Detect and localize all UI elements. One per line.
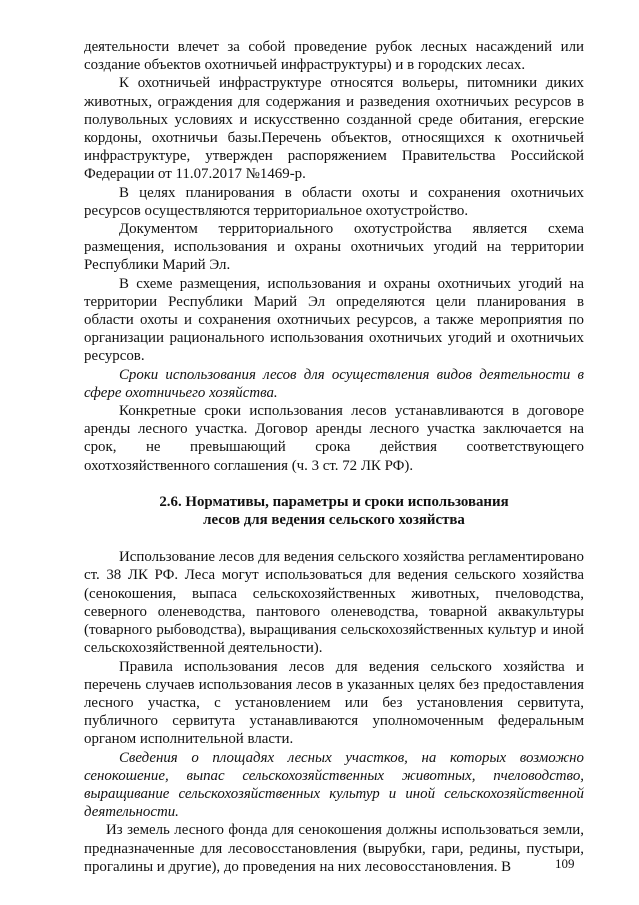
- page-number: 109: [555, 856, 575, 871]
- paragraph: В целях планирования в области охоты и сохранения охотничьих ресурсов осуществляются территориальное охотустройство.: [84, 184, 584, 219]
- section-heading: [84, 493, 584, 529]
- paragraph: Из земель лесного фонда для сенокошения должны использоваться земли, предназначенные для лесовосстановления (вырубки, гари, редины, пустыри, прогалины и другие), до проведения на них лесовосстановления. В: [84, 822, 584, 875]
- paragraph: В схеме размещения, использования и охраны охотничьих угодий на территории Республики Марий Эл определяются цели планирования в области охоты и сохранения охотничьих ресурсов, а также мероприятия по организации рационального использования охотничьих угодий и охотничьих ресурсов.: [84, 275, 584, 365]
- paragraph: Сроки использования лесов для осуществления видов деятельности в сфере охотничьего хозяйства.: [84, 366, 584, 401]
- paragraph: Документом территориального охотустройства является схема размещения, использования и охраны охотничьих угодий на территории Республики Марий Эл.: [84, 221, 584, 274]
- section-text-before: [84, 38, 584, 475]
- paragraph: Правила использования лесов для ведения сельского хозяйства и перечень случаев использования лесов в указанных целях без предоставления лесного участка, с установлением или без установления сервитута, публичного сервитута устанавливаются уполномоченным федеральным органом исполнительной власти.: [84, 658, 584, 748]
- document-page: [84, 38, 584, 876]
- paragraph: Сведения о площадях лесных участков, на которых возможно сенокошение, выпас сельскохозяйственных животных, пчеловодство, выращивание сельскохозяйственных культур и иной сельскохозяйственной деятельности.: [84, 749, 584, 821]
- heading-line-2: лесов для ведения сельского хозяйства: [203, 512, 465, 529]
- section-text-after: [84, 548, 584, 876]
- paragraph: К охотничьей инфраструктуре относятся вольеры, питомники диких животных, ограждения для содержания и разведения охотничьих ресурсов в полувольных условиях и искусственно созданной среде обитания, егерские кордоны, охотничьи базы.Перечень объектов, относящихся к охотничьей инфраструктуре, утвержден распоряжением Правительства Российской Федерации от 11.07.2017 №1469-р.: [84, 75, 584, 183]
- paragraph: Использование лесов для ведения сельского хозяйства регламентировано ст. 38 ЛК РФ. Леса могут использоваться для ведения сельского хозяйства (сенокошения, выпаса сельскохозяйственных животных, пчеловодства, северного оленеводства, пантового оленеводства, товарной аквакультуры (товарного рыбоводства), выращивания сельскохозяйственных культур и иной сельскохозяйственной деятельности).: [84, 549, 584, 657]
- paragraph: деятельности влечет за собой проведение рубок лесных насаждений или создание объектов охотничьей инфраструктуры) и в городских лесах.: [84, 39, 584, 74]
- heading-line-1: 2.6. Нормативы, параметры и сроки использования: [159, 493, 509, 510]
- paragraph: Конкретные сроки использования лесов устанавливаются в договоре аренды лесного участка. Договор аренды лесного участка заключается на срок, не превышающий срока действия соответствующего охотхозяйственного соглашения (ч. 3 ст. 72 ЛК РФ).: [84, 403, 584, 474]
